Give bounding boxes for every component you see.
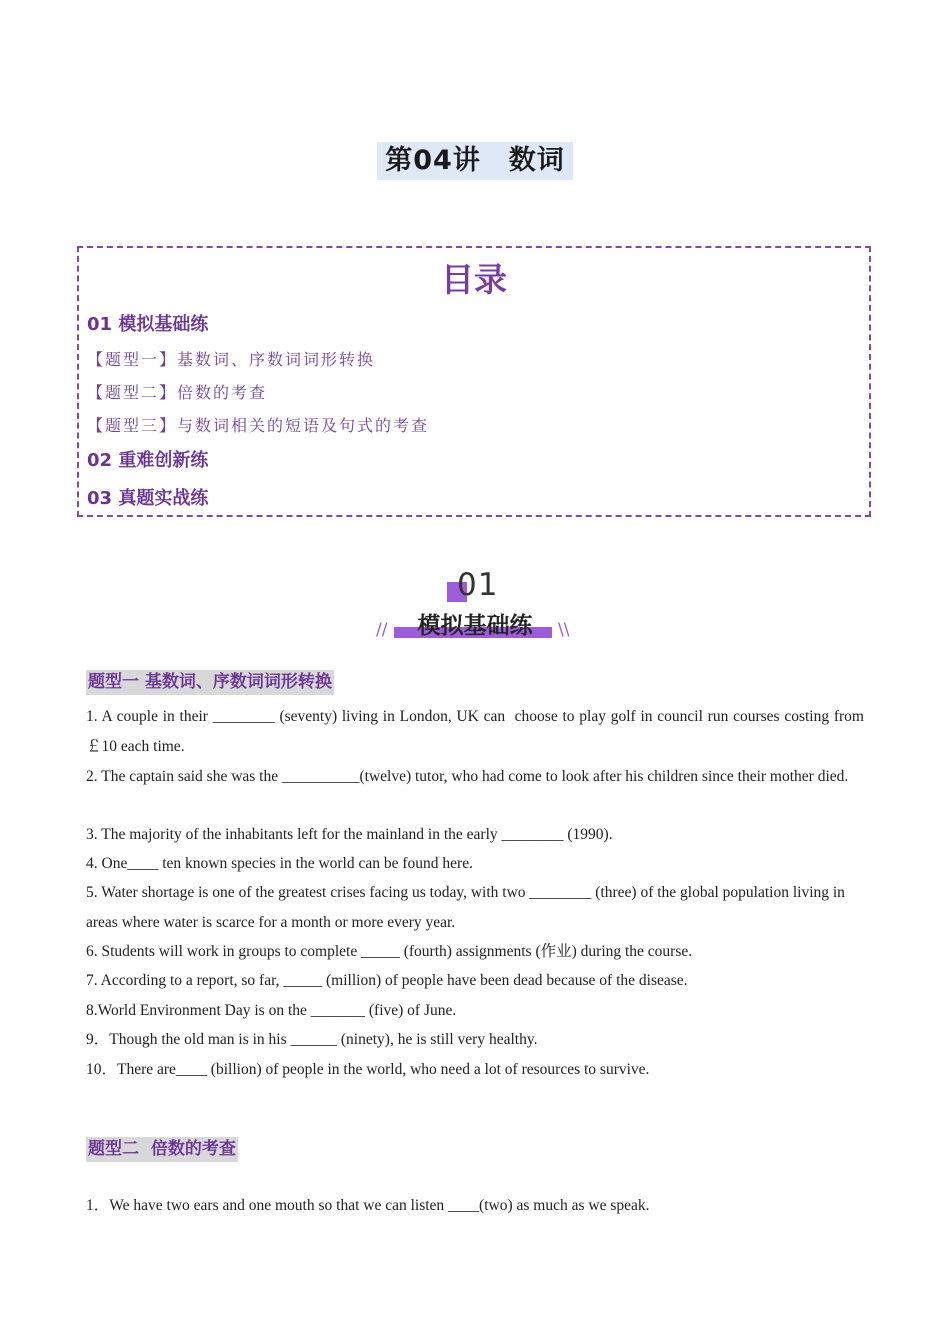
banner-number: 01 [457,567,499,603]
toc-section-2[interactable]: 02 重难创新练 [87,450,209,471]
toc-item-2[interactable]: 【题型二】倍数的考查 [87,383,268,402]
question-1: 1. A couple in their ________ (seventy) living in London, UK can choose to play golf in council run courses costing from ￡10 each time. [86,708,868,755]
question-4: 4. One____ ten known species in the world can be found here. [86,855,473,872]
banner-label: 模拟基础练 [417,613,533,639]
question-8: 8.World Environment Day is on the _______ (five) of June. [86,1002,457,1019]
toc-heading: 目录 [441,260,507,299]
question-7: 7. According to a report, so far, _____ (million) of people have been dead because of the disease. [86,972,688,989]
question-3: 3. The majority of the inhabitants left for the mainland in the early ________ (1990). [86,826,613,843]
table-of-contents [77,246,871,517]
toc-section-1[interactable]: 01 模拟基础练 [87,314,209,335]
section-banner [370,562,580,646]
question-5: 5. Water shortage is one of the greatest crises facing us today, with two ________ (three) of the global population living in areas where water is scarce for a month or more every year. [86,884,849,931]
toc-item-1[interactable]: 【题型一】基数词、序数词词形转换 [87,350,376,369]
toc-section-3[interactable]: 03 真题实战练 [87,488,209,509]
question-6: 6. Students will work in groups to complete _____ (fourth) assignments (作业) during the course. [86,943,693,960]
banner-left-slash: // [376,620,388,640]
part2-question-1: 1．We have two ears and one mouth so that we can listen ____(two) as much as we speak. [86,1197,650,1214]
question-9: 9．Though the old man is in his ______ (ninety), he is still very healthy. [86,1031,538,1048]
page-title: 第04讲 数词 [377,142,573,180]
part2-heading: 题型二 倍数的考查 [86,1137,238,1162]
toc-item-3[interactable]: 【题型三】与数词相关的短语及句式的考查 [87,416,430,435]
question-2: 2. The captain said she was the __________(twelve) tutor, who had come to look after his children since their mother died. [86,768,849,785]
question-10: 10．There are____ (billion) of people in the world, who need a lot of resources to survive. [86,1061,650,1078]
banner-right-slash: \\ [558,620,570,640]
part1-heading: 题型一 基数词、序数词词形转换 [86,670,334,695]
